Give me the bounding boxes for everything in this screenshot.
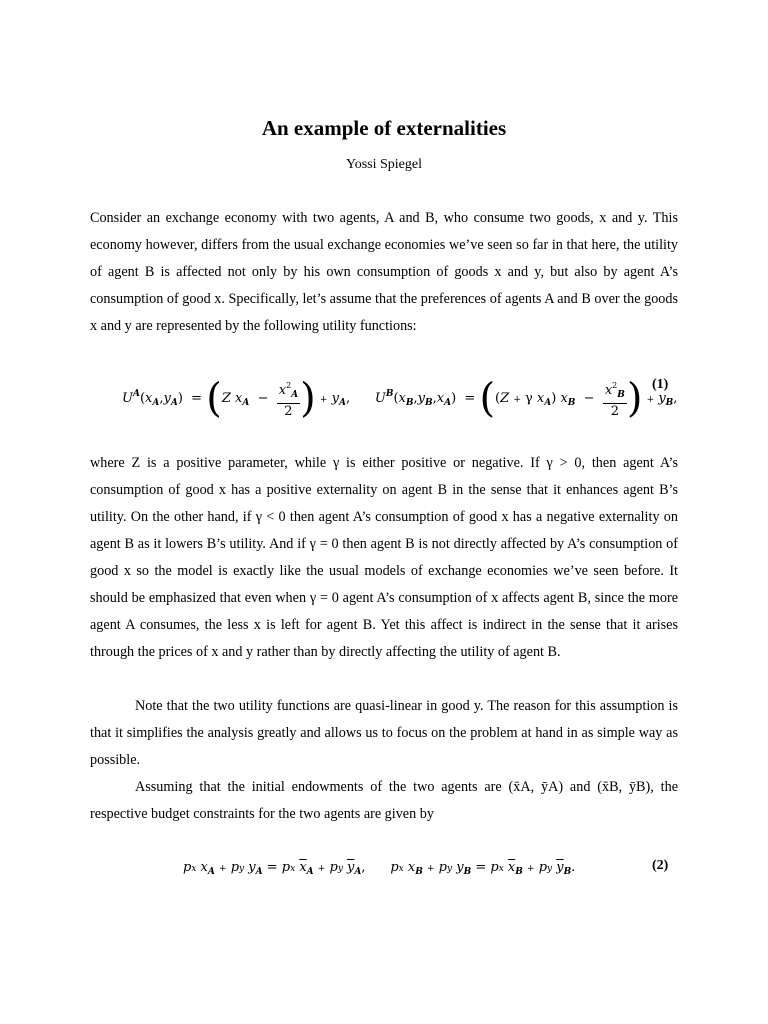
equation-budget-constraints: px $x_A$ + py $y_A$ = px $\overline{x}_A$ + py $\overline{y}_A$, px $x_B$ + py $y_B$ = px $\overline{x}_B$ + py $\overline{y}_B$. <box>183 860 576 877</box>
paragraph-quasi-linear: Note that the two utility functions are quasi-linear in good y. The reason for this assumption is that it simplifies the analysis greatly and allows us to focus on the problem at hand in as simple way as possible. <box>90 698 678 768</box>
equation-number-2: (2) <box>652 858 669 873</box>
paper-title: An example of externalities <box>261 116 507 140</box>
paragraph-endowments: Assuming that the initial endowments of the two agents are (x̄A, ȳA) and (x̄B, ȳB), the respective budget constraints for the two agents are given by <box>90 779 678 822</box>
equation-utility-functions: $U^A(x_A,y_A) = (Z$ $x_A$ − $\frac{x^2_A}{2}$ ) + $y_A$, $U^B(x_B,y_B,x_A) = ((Z + \gamma$ $x_A$) $x_B$ − $\frac{x^2_B}{2}$ ) + $y_B$, <box>122 375 678 422</box>
paragraph-intro: Consider an exchange economy with two agents, A and B, who consume two goods, x and y. This economy however, differs from the usual exchange economies we’ve seen so far in that here, the utility of agent B is affected not only by his own consumption of goods x and y, but also by agent A’s consumption of good x. Specifically, let’s assume that the preferences of agents A and B over the goods x and y are represented by the following utility functions: <box>90 210 678 334</box>
paragraph-externality: where Z is a positive parameter, while γ is either positive or negative. If γ > 0, then agent A’s consumption of good x has a positive externality on agent B in the sense that it enhances agent B’s utility. On the other hand, if γ < 0 then agent A’s consumption of good x has a negative externality on agent B as it lowers B’s utility. And if γ = 0 then agent B is not directly affected by A’s consumption of good x so the model is exactly like the usual models of exchange economies we’ve seen before. It should be emphasized that even when γ = 0 agent A’s consumption of x affects agent B, since the more agent A consumes, the less x is left for agent B. Yet this affect is indirect in the sense that it arises through the prices of x and y rather than by directly affecting the utility of agent B. <box>90 455 678 660</box>
author-name: Yossi Spiegel <box>346 157 422 172</box>
equation-number-1: (1) <box>652 377 669 392</box>
